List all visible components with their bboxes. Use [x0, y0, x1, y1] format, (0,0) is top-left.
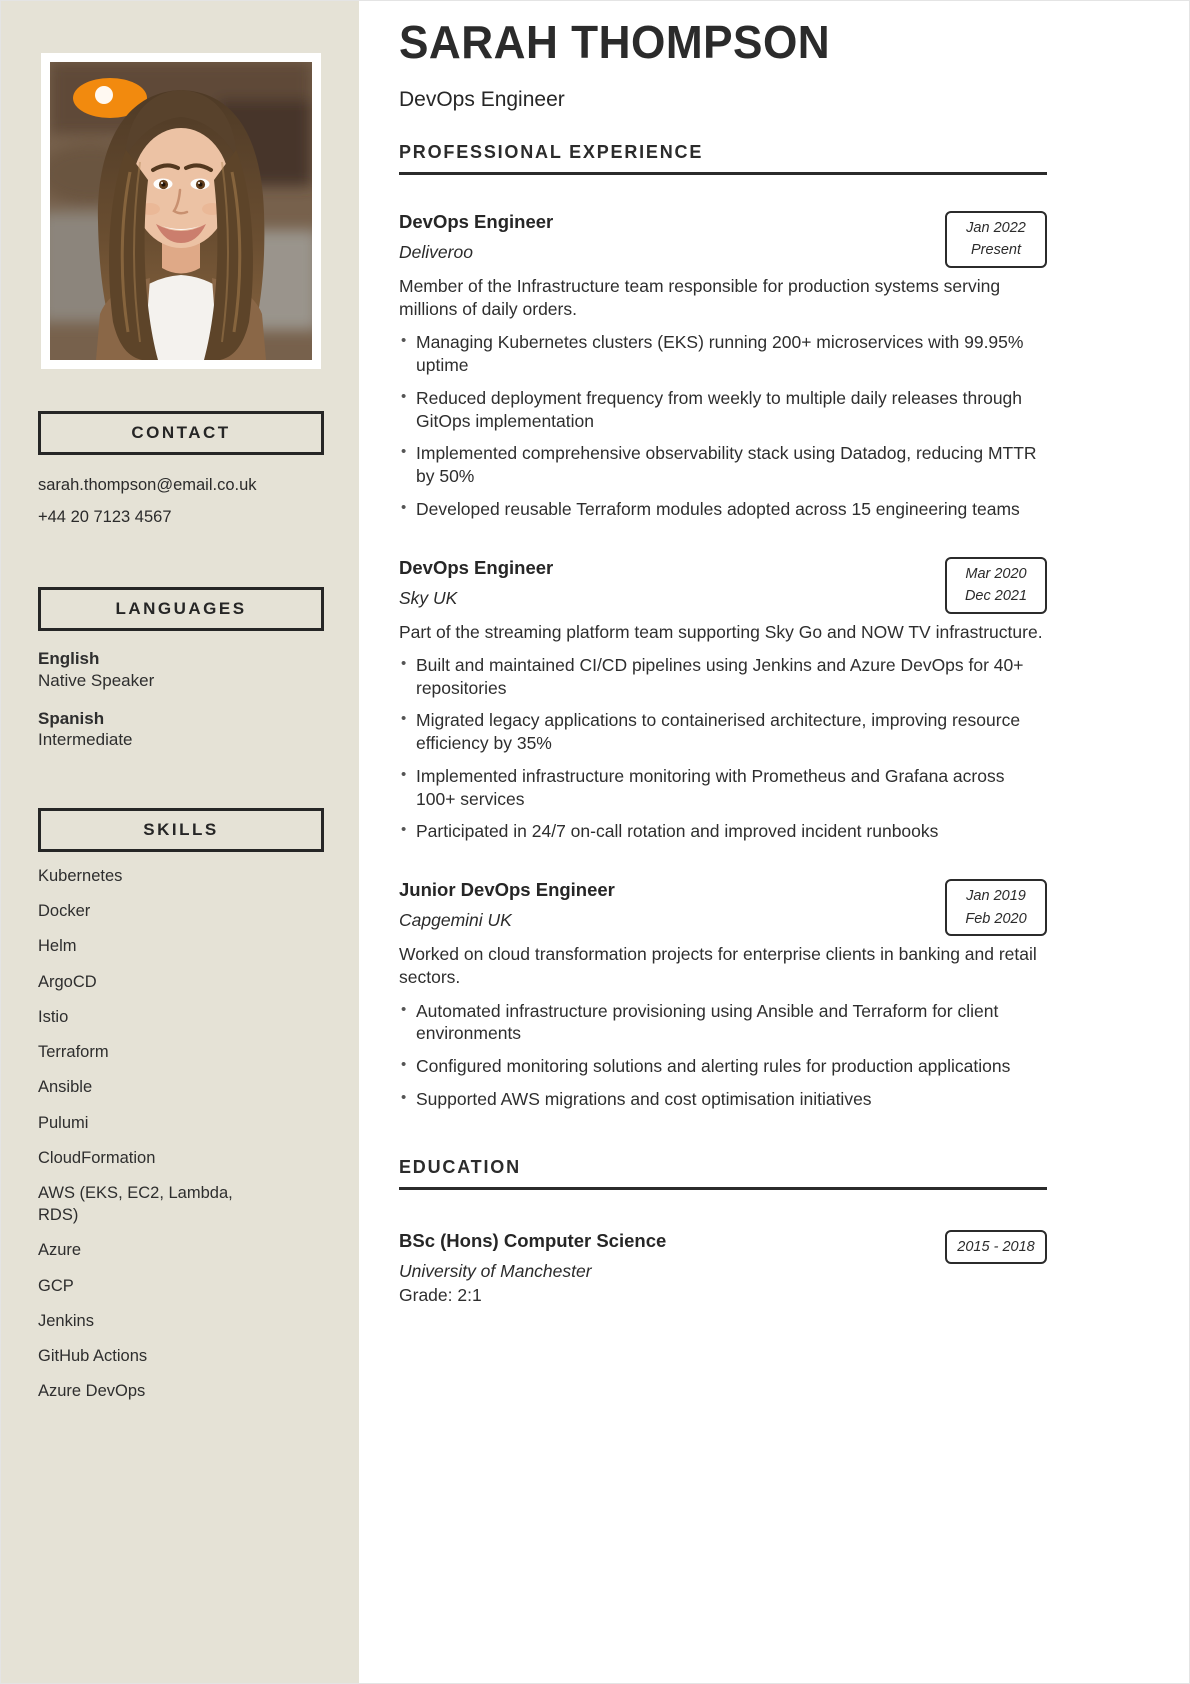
sidebar	[1, 1, 359, 1683]
skills-section-title: SKILLS	[38, 808, 324, 852]
portrait-illustration	[50, 62, 312, 360]
language-level: Native Speaker	[38, 670, 155, 690]
candidate-title: DevOps Engineer	[399, 87, 565, 111]
job-title: DevOps Engineer	[399, 210, 554, 232]
skill-item: ArgoCD	[38, 972, 97, 991]
experience-entry	[399, 557, 1047, 843]
skill-item: GitHub Actions	[38, 1347, 148, 1366]
experience-section-title: PROFESSIONAL EXPERIENCE	[399, 142, 1047, 175]
bullet-item: • Supported AWS migrations and cost optimisation initiatives	[399, 1088, 1047, 1111]
contact-phone: +44 20 7123 4567	[38, 508, 172, 527]
skill-item: Helm	[38, 937, 77, 956]
bullet-item: • Configured monitoring solutions and alerting rules for production applications	[399, 1055, 1047, 1078]
language-level: Intermediate	[38, 730, 133, 750]
skill-item: CloudFormation	[38, 1148, 156, 1167]
job-company: Capgemini UK	[399, 910, 512, 931]
date-start: Mar 2020	[965, 565, 1027, 582]
date-end: Feb 2020	[965, 910, 1027, 927]
date-badge	[945, 879, 1047, 936]
grade: Grade: 2:1	[399, 1284, 482, 1305]
language-item	[38, 708, 324, 751]
skill-item: Terraform	[38, 1043, 109, 1062]
profile-photo	[41, 53, 321, 369]
skill-item: AWS (EKS, EC2, Lambda, RDS)	[38, 1184, 233, 1224]
job-summary: Member of the Infrastructure team responsible for production systems serving millions of daily orders.	[399, 275, 1001, 320]
contact-section-title: CONTACT	[38, 411, 324, 455]
education-entry	[399, 1230, 1047, 1306]
date-end: Dec 2021	[964, 588, 1028, 605]
education-date-badge	[945, 1230, 1047, 1264]
main-column	[359, 1, 1189, 1683]
candidate-name: SARAH THOMPSON	[399, 16, 831, 68]
job-title: DevOps Engineer	[399, 556, 554, 578]
job-bullets	[399, 1000, 1047, 1111]
skill-item: Docker	[38, 902, 91, 921]
bullet-item: • Developed reusable Terraform modules adopted across 15 engineering teams	[399, 498, 1047, 521]
skill-item: Pulumi	[38, 1113, 89, 1132]
experience-entry	[399, 211, 1047, 521]
experience-entry	[399, 879, 1047, 1110]
date-badge	[945, 211, 1047, 268]
date-start: Jan 2022	[966, 219, 1026, 236]
school-name: University of Manchester	[399, 1260, 592, 1281]
job-bullets	[399, 331, 1047, 520]
language-item	[38, 648, 324, 691]
languages-list	[38, 648, 324, 750]
skill-item: Istio	[38, 1007, 69, 1026]
job-bullets	[399, 654, 1047, 843]
skill-item: GCP	[38, 1276, 74, 1295]
skill-item: Azure DevOps	[38, 1382, 146, 1401]
job-company: Deliveroo	[399, 241, 473, 262]
bullet-item: • Implemented comprehensive observability stack using Datadog, reducing MTTR by 50%	[399, 442, 1047, 488]
skill-item: Ansible	[38, 1078, 93, 1097]
job-title: Junior DevOps Engineer	[399, 879, 615, 901]
skill-item: Jenkins	[38, 1311, 94, 1330]
job-company: Sky UK	[399, 587, 458, 608]
languages-section-title: LANGUAGES	[38, 587, 324, 631]
bullet-item: • Migrated legacy applications to containerised architecture, improving resource efficiency by 35%	[399, 709, 1047, 755]
bullet-item: • Managing Kubernetes clusters (EKS) running 200+ microservices with 99.95% uptime	[399, 331, 1047, 377]
experience-list	[399, 211, 1047, 1111]
bullet-item: • Participated in 24/7 on-call rotation and improved incident runbooks	[399, 820, 1047, 843]
contact-email: sarah.thompson@email.co.uk	[38, 476, 257, 494]
education-dates: 2015 - 2018	[957, 1238, 1035, 1255]
date-end: Present	[971, 242, 1021, 259]
bullet-item: • Reduced deployment frequency from weekly to multiple daily releases through GitOps implementation	[399, 387, 1047, 433]
job-summary: Worked on cloud transformation projects for enterprise clients in banking and retail sectors.	[399, 944, 1037, 988]
skills-list	[38, 866, 324, 1403]
date-start: Jan 2019	[966, 888, 1026, 905]
skill-item: Kubernetes	[38, 866, 123, 885]
bullet-item: • Implemented infrastructure monitoring with Prometheus and Grafana across 100+ services	[399, 765, 1047, 811]
contact-info	[38, 469, 324, 533]
date-badge	[945, 557, 1047, 614]
language-name: Spanish	[38, 708, 105, 728]
bullet-item: • Built and maintained CI/CD pipelines using Jenkins and Azure DevOps for 40+ repositories	[399, 654, 1047, 700]
degree-title: BSc (Hons) Computer Science	[399, 1229, 667, 1251]
job-summary: Part of the streaming platform team supporting Sky Go and NOW TV infrastructure.	[399, 621, 1043, 642]
bullet-item: • Automated infrastructure provisioning using Ansible and Terraform for client environments	[399, 1000, 1047, 1046]
language-name: English	[38, 649, 100, 669]
skill-item: Azure	[38, 1241, 82, 1260]
education-section-title: EDUCATION	[399, 1157, 1047, 1190]
